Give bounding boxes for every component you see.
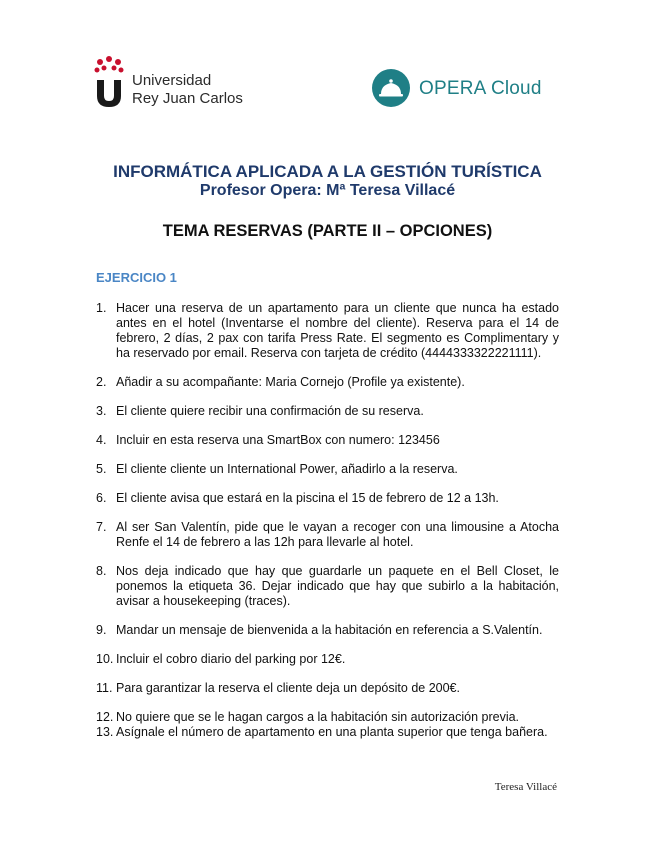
professor-subtitle: Profesor Opera: Mª Teresa Villacé — [199, 182, 456, 199]
item-number: 11. — [96, 681, 113, 695]
list-item — [96, 491, 559, 506]
item-number: 7. — [96, 520, 107, 534]
item-text: Añadir a su acompañante: Maria Cornejo (Profile ya existente). — [116, 375, 465, 389]
opera-cloud-name: OPERA Cloud — [419, 78, 542, 99]
topic-title: TEMA RESERVAS (PARTE II – OPCIONES) — [162, 222, 493, 240]
university-name-line1: Universidad — [132, 72, 212, 89]
list-item — [96, 623, 559, 638]
item-text: Para garantizar la reserva el cliente deja un depósito de 200€. — [116, 681, 460, 695]
list-item — [96, 564, 559, 609]
list-item — [96, 462, 559, 477]
list-item — [96, 710, 559, 725]
item-text: El cliente avisa que estará en la piscina el 15 de febrero de 12 a 13h. — [116, 491, 499, 505]
item-number: 9. — [96, 623, 107, 637]
item-text: Al ser San Valentín, pide que le vayan a recoger con una limousine a Atocha Renfe el 14 de febrero a las 12h para llevarle al hotel. — [116, 520, 559, 549]
list-item — [96, 725, 559, 740]
item-text: Incluir el cobro diario del parking por 12€. — [116, 652, 346, 666]
university-name-line2: Rey Juan Carlos — [132, 90, 243, 107]
list-item — [96, 520, 559, 550]
item-number: 5. — [96, 462, 107, 476]
item-number: 10. — [96, 652, 114, 666]
list-item — [96, 301, 559, 361]
exercise-list — [96, 301, 559, 740]
list-item — [96, 375, 559, 390]
item-text: Incluir en esta reserva una SmartBox con numero: 123456 — [116, 433, 440, 447]
university-name — [132, 72, 243, 108]
item-text: Nos deja indicado que hay que guardarle un paquete en el Bell Closet, le ponemos la etiqueta 36. Dejar indicado que hay que subirlo a la habitación, avisar a housekeeping (traces). — [116, 564, 559, 608]
exercise-heading: EJERCICIO 1 — [96, 270, 177, 285]
university-crown-icon — [94, 56, 124, 108]
item-number: 1. — [96, 301, 107, 315]
list-item — [96, 433, 559, 448]
list-item — [96, 404, 559, 419]
item-text: No quiere que se le hagan cargos a la habitación sin autorización previa. — [116, 710, 520, 724]
item-number: 3. — [96, 404, 107, 418]
opera-bell-icon — [371, 68, 411, 108]
footer-author: Teresa Villacé — [494, 781, 557, 793]
item-text: Mandar un mensaje de bienvenida a la habitación en referencia a S.Valentín. — [116, 623, 543, 637]
item-number: 13. — [96, 725, 114, 739]
item-number: 12. — [96, 710, 114, 724]
list-item — [96, 652, 559, 667]
item-text: Asígnale el número de apartamento en una planta superior que tenga bañera. — [116, 725, 548, 739]
item-number: 2. — [96, 375, 107, 389]
item-text: Hacer una reserva de un apartamento para un cliente que nunca ha estado antes en el hotel (Inventarse el nombre del cliente). Reserva para el 14 de febrero, 2 días, 2 pax con tarifa Press Rate. El segmento es Complimentary y ha reservado por email. Reserva con tarjeta de crédito (4444333322221111). — [116, 301, 559, 360]
item-text: El cliente cliente un International Power, añadirlo a la reserva. — [116, 462, 458, 476]
item-number: 4. — [96, 433, 107, 447]
item-text: El cliente quiere recibir una confirmación de su reserva. — [116, 404, 424, 418]
item-number: 6. — [96, 491, 107, 505]
list-item — [96, 681, 559, 696]
item-number: 8. — [96, 564, 107, 578]
course-title: INFORMÁTICA APLICADA A LA GESTIÓN TURÍSTICA — [113, 162, 542, 181]
